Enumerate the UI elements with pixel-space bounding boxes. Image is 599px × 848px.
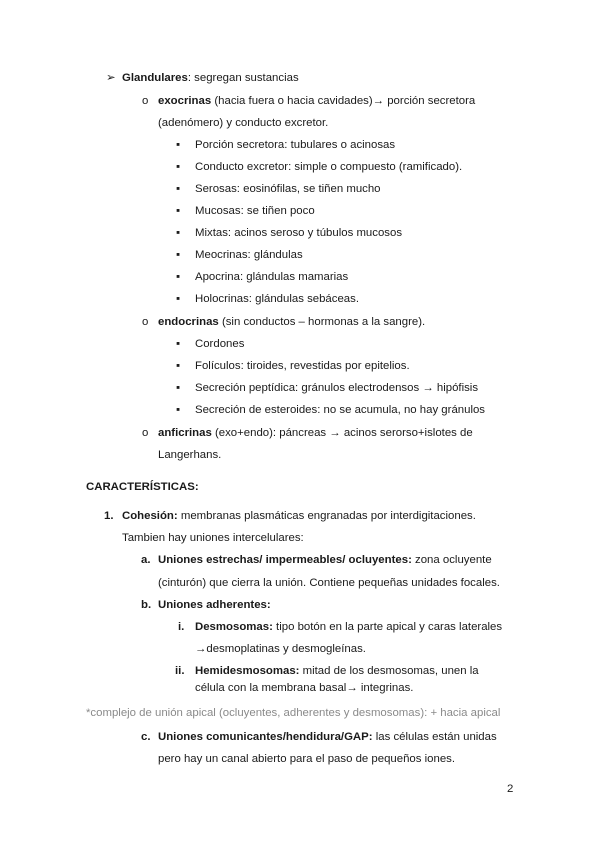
anficrinas-line bbox=[158, 426, 473, 440]
peptidica-tail: hipófisis bbox=[433, 382, 479, 394]
arrow-icon: → bbox=[372, 95, 385, 107]
list-item: Apocrina: glándulas mamarias bbox=[195, 271, 349, 283]
uniones-estrechas-term: Uniones estrechas/ impermeables/ ocluyentes: bbox=[158, 554, 412, 566]
square-bullet-icon: ▪ bbox=[176, 293, 181, 305]
list-numeral: i. bbox=[178, 621, 185, 633]
anficrinas-term: anficrinas bbox=[158, 427, 212, 439]
anficrinas-line-2: Langerhans. bbox=[158, 449, 222, 461]
list-letter: c. bbox=[141, 731, 151, 743]
cohesion-line bbox=[122, 509, 476, 523]
list-item: Folículos: tiroides, revestidas por epitelios. bbox=[195, 360, 410, 372]
anficrinas-text: (exo+endo): páncreas bbox=[211, 427, 330, 439]
arrow-icon: → bbox=[329, 427, 341, 439]
endocrinas-line bbox=[158, 315, 425, 329]
square-bullet-icon: ▪ bbox=[176, 404, 181, 416]
exocrinas-text-2: porción secretora bbox=[384, 95, 476, 107]
square-bullet-icon: ▪ bbox=[176, 227, 181, 239]
list-letter: a. bbox=[141, 554, 151, 566]
list-item: Mucosas: se tiñen poco bbox=[195, 205, 315, 217]
hemidesmosomas-line-2-tail: integrinas. bbox=[357, 682, 414, 694]
uniones-estrechas-line bbox=[158, 553, 492, 567]
footnote-complejo-union: *complejo de unión apical (ocluyentes, adherentes y desmosomas): + hacia apical bbox=[86, 707, 501, 719]
desmosomas-text: tipo botón en la parte apical y caras laterales bbox=[272, 621, 503, 633]
square-bullet-icon: ▪ bbox=[176, 139, 181, 151]
list-item: Conducto excretor: simple o compuesto (ramificado). bbox=[195, 161, 463, 173]
list-letter: b. bbox=[141, 599, 152, 611]
hemidesmosomas-line-2 bbox=[195, 681, 413, 695]
list-item: Porción secretora: tubulares o acinosas bbox=[195, 139, 396, 151]
desmosomas-line bbox=[195, 620, 502, 634]
list-item bbox=[195, 381, 478, 395]
list-marker: o bbox=[142, 427, 149, 439]
hemidesmosomas-line bbox=[195, 664, 479, 678]
anficrinas-text-2: acinos serorso+islotes de bbox=[340, 427, 473, 439]
endocrinas-text: (sin conductos – hormonas a la sangre). bbox=[218, 316, 426, 328]
square-bullet-icon: ▪ bbox=[176, 360, 181, 372]
list-item: Mixtas: acinos seroso y túbulos mucosos bbox=[195, 227, 403, 239]
glandulares-term: Glandulares bbox=[122, 72, 188, 84]
square-bullet-icon: ▪ bbox=[176, 249, 181, 261]
list-item: Meocrinas: glándulas bbox=[195, 249, 303, 261]
uniones-comunicantes-line-2: pero hay un canal abierto para el paso de pequeños iones. bbox=[158, 753, 456, 765]
cohesion-line-2: Tambien hay uniones intercelulares: bbox=[122, 532, 304, 544]
list-item: Cordones bbox=[195, 338, 245, 350]
arrow-icon: → bbox=[346, 682, 358, 694]
uniones-estrechas-text: zona ocluyente bbox=[411, 554, 492, 566]
square-bullet-icon: ▪ bbox=[176, 205, 181, 217]
section-heading: CARACTERÍSTICAS: bbox=[86, 481, 199, 493]
square-bullet-icon: ▪ bbox=[176, 338, 181, 350]
list-number: 1. bbox=[104, 510, 114, 522]
desmosomas-term: Desmosomas: bbox=[195, 621, 273, 633]
hemidesmosomas-term: Hemidesmosomas: bbox=[195, 665, 300, 677]
page-number: 2 bbox=[507, 783, 514, 795]
exocrinas-line-2: (adenómero) y conducto excretor. bbox=[158, 117, 329, 129]
exocrinas-line bbox=[158, 94, 475, 108]
list-marker: o bbox=[142, 95, 149, 107]
list-marker: o bbox=[142, 316, 149, 328]
uniones-adherentes-term: Uniones adherentes: bbox=[158, 599, 271, 611]
desmosomas-line-2 bbox=[195, 642, 366, 656]
list-item: Holocrinas: glándulas sebáceas. bbox=[195, 293, 359, 305]
desmosomas-line-2-text: desmoplatinas y desmogleínas. bbox=[206, 643, 366, 655]
exocrinas-text: (hacia fuera o hacia cavidades) bbox=[211, 95, 373, 107]
uniones-estrechas-line-2: (cinturón) que cierra la unión. Contiene pequeñas unidades focales. bbox=[158, 577, 500, 589]
arrowhead-bullet-icon: ➢ bbox=[106, 72, 116, 84]
uniones-comunicantes-text: las células están unidas bbox=[372, 731, 497, 743]
square-bullet-icon: ▪ bbox=[176, 382, 181, 394]
square-bullet-icon: ▪ bbox=[176, 183, 181, 195]
list-item: Serosas: eosinófilas, se tiñen mucho bbox=[195, 183, 381, 195]
arrow-icon: → bbox=[195, 643, 207, 655]
glandulares-line bbox=[122, 71, 299, 85]
peptidica-text: Secreción peptídica: gránulos electrodensos bbox=[195, 382, 420, 394]
endocrinas-term: endocrinas bbox=[158, 316, 219, 328]
uniones-comunicantes-term: Uniones comunicantes/hendidura/GAP: bbox=[158, 731, 373, 743]
cohesion-text: membranas plasmáticas engranadas por interdigitaciones. bbox=[177, 510, 476, 522]
square-bullet-icon: ▪ bbox=[176, 161, 181, 173]
glandulares-text: : segregan sustancias bbox=[187, 72, 299, 84]
hemidesmosomas-text: mitad de los desmosomas, unen la bbox=[299, 665, 479, 677]
list-item: Secreción de esteroides: no se acumula, no hay gránulos bbox=[195, 404, 486, 416]
square-bullet-icon: ▪ bbox=[176, 271, 181, 283]
hemidesmosomas-line-2-text: célula con la membrana basal bbox=[195, 682, 347, 694]
arrow-icon: → bbox=[422, 382, 434, 394]
exocrinas-term: exocrinas bbox=[158, 95, 212, 107]
uniones-comunicantes-line bbox=[158, 730, 497, 744]
cohesion-term: Cohesión: bbox=[122, 510, 178, 522]
list-numeral: ii. bbox=[175, 665, 185, 677]
